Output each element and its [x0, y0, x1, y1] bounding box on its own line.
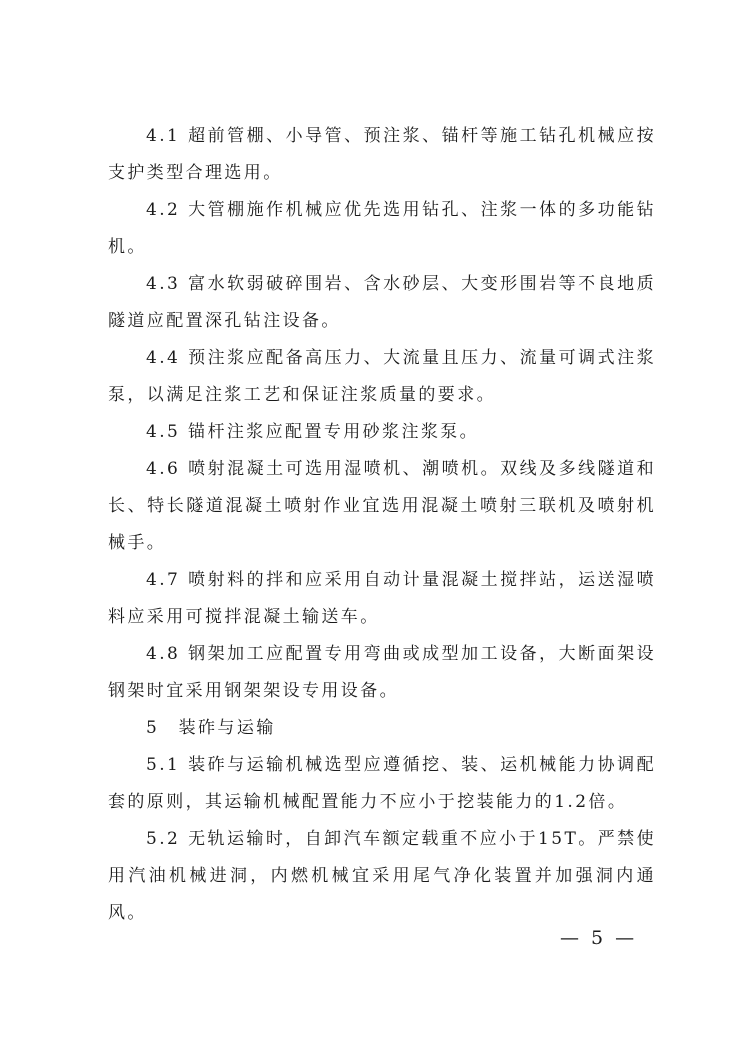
paragraph-5-1: 5.1 装砟与运输机械选型应遵循挖、装、运机械能力协调配套的原则，其运输机械配置能力不应小于挖装能力的1.2倍。 [108, 755, 656, 812]
paragraph-4-8: 4.8 钢架加工应配置专用弯曲或成型加工设备，大断面架设钢架时宜采用钢架架设专用设备。 [108, 644, 656, 701]
page-number: — 5 — [560, 927, 638, 949]
paragraph-4-1: 4.1 超前管棚、小导管、预注浆、锚杆等施工钻孔机械应按支护类型合理选用。 [108, 126, 656, 183]
paragraph-4-5: 4.5 锚杆注浆应配置专用砂浆注浆泵。 [146, 422, 480, 442]
section-heading-5: 5 装砟与运输 [146, 718, 276, 738]
paragraph-4-2: 4.2 大管棚施作机械应优先选用钻孔、注浆一体的多功能钻机。 [108, 200, 656, 257]
paragraph-5-2: 5.2 无轨运输时，自卸汽车额定载重不应小于15T。严禁使用汽油机械进洞，内燃机械宜采用尾气净化装置并加强洞内通风。 [108, 829, 656, 923]
page-body [108, 118, 656, 932]
paragraph-4-3: 4.3 富水软弱破碎围岩、含水砂层、大变形围岩等不良地质隧道应配置深孔钻注设备。 [108, 274, 656, 331]
paragraph-4-6: 4.6 喷射混凝土可选用湿喷机、潮喷机。双线及多线隧道和长、特长隧道混凝土喷射作业宜选用混凝土喷射三联机及喷射机械手。 [108, 459, 656, 553]
paragraph-4-7: 4.7 喷射料的拌和应采用自动计量混凝土搅拌站，运送湿喷料应采用可搅拌混凝土输送车。 [108, 570, 656, 627]
paragraph-4-4: 4.4 预注浆应配备高压力、大流量且压力、流量可调式注浆泵，以满足注浆工艺和保证注浆质量的要求。 [108, 348, 656, 405]
